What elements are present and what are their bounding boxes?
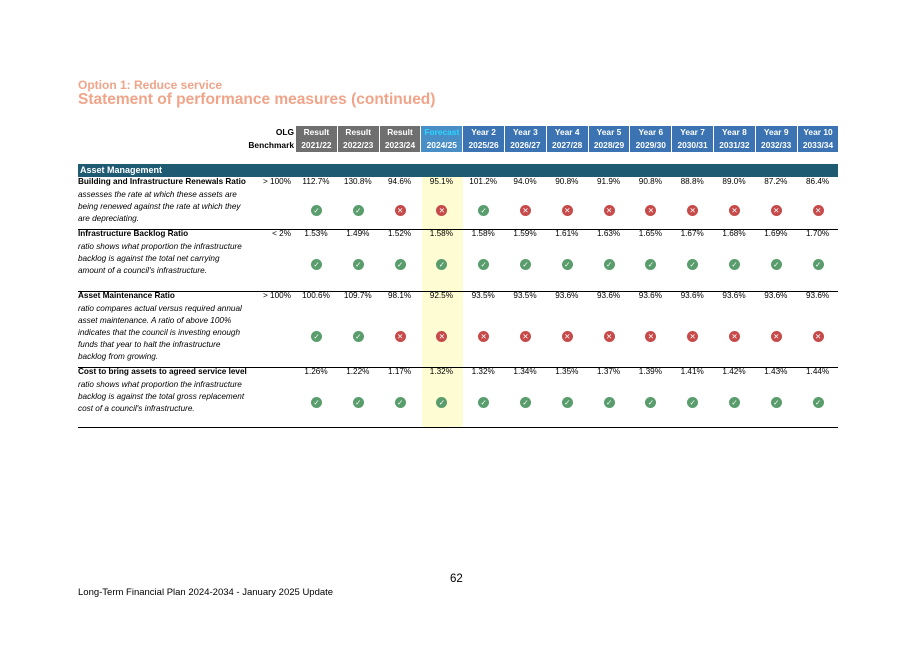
cross-circle-icon: ✕ [604, 331, 615, 342]
check-circle-icon: ✓ [395, 259, 406, 270]
cross-circle-icon: ✕ [395, 205, 406, 216]
measure-description: ratio shows what proportion the infrastructure backlog is against the total net carrying amount of a council's infrastructure. [78, 242, 242, 275]
cell-value: 90.8% [555, 177, 579, 186]
cross-circle-icon: ✕ [478, 331, 489, 342]
cell-value: 109.7% [343, 291, 372, 300]
column-header-7 [589, 126, 630, 152]
performance-table [78, 126, 838, 413]
column-header-top: Result [387, 127, 413, 137]
table-header [78, 126, 838, 152]
column-header-year: 2024/25 [426, 140, 457, 150]
check-circle-icon: ✓ [395, 397, 406, 408]
cell-value: 1.65% [638, 229, 662, 238]
olg-benchmark-header [238, 126, 294, 152]
check-circle-icon: ✓ [687, 397, 698, 408]
column-header-year: 2023/24 [384, 140, 416, 150]
check-circle-icon: ✓ [813, 397, 824, 408]
column-header-year: 2027/28 [552, 140, 583, 150]
cell-value: 1.70% [805, 229, 830, 238]
measure-description: ratio compares actual versus required annual asset maintenance. A ratio of above 100% indicates that the council is investing enough funds that year to halt the infrastructure backlog from growing. [78, 304, 242, 361]
cell-value: 93.5% [513, 291, 537, 300]
cross-circle-icon: ✕ [562, 331, 573, 342]
cell-value: 1.63% [596, 229, 621, 238]
column-header-top: Result [303, 127, 330, 137]
column-header-top: Year 9 [763, 127, 789, 137]
cell-value: 88.8% [680, 177, 704, 186]
check-circle-icon: ✓ [520, 397, 531, 408]
benchmark-value: < 2% [272, 229, 291, 238]
cross-circle-icon: ✕ [813, 205, 824, 216]
check-circle-icon: ✓ [771, 259, 782, 270]
column-header-9 [672, 126, 713, 152]
cell-value: 1.32% [429, 367, 453, 376]
cell-value: 93.6% [680, 291, 704, 300]
benchmark-value: > 100% [263, 291, 291, 300]
cell-value: 1.58% [471, 229, 495, 238]
olg-label: OLG [275, 127, 294, 137]
column-header-5 [505, 126, 546, 152]
check-circle-icon: ✓ [311, 331, 322, 342]
column-header-year: 2032/33 [761, 140, 792, 150]
cross-circle-icon: ✕ [771, 331, 782, 342]
cell-value: 91.9% [596, 177, 621, 186]
cell-value: 93.6% [764, 291, 788, 300]
measure-name: Asset Maintenance Ratio [78, 291, 175, 300]
check-circle-icon: ✓ [353, 397, 364, 408]
cell-value: 1.69% [764, 229, 788, 238]
cross-circle-icon: ✕ [687, 205, 698, 216]
check-circle-icon: ✓ [478, 259, 489, 270]
check-circle-icon: ✓ [604, 259, 615, 270]
cross-circle-icon: ✕ [771, 205, 782, 216]
section-asset-management: Asset Management [78, 164, 838, 177]
cell-value: 87.2% [764, 177, 788, 186]
column-header-3 [421, 126, 462, 152]
check-circle-icon: ✓ [478, 205, 489, 216]
column-header-6 [547, 126, 588, 152]
column-header-top: Year 10 [803, 127, 833, 137]
check-circle-icon: ✓ [520, 259, 531, 270]
cell-value: 130.8% [343, 177, 372, 186]
column-header-year: 2028/29 [593, 140, 625, 150]
cell-value: 1.44% [805, 367, 830, 376]
table-row [78, 291, 838, 368]
check-circle-icon: ✓ [436, 397, 447, 408]
cell-value: 93.5% [471, 291, 495, 300]
column-header-year: 2029/30 [635, 140, 666, 150]
cell-value: 92.5% [429, 291, 453, 300]
measure-name: Infrastructure Backlog Ratio [78, 229, 189, 238]
column-header-12 [798, 126, 839, 152]
cell-value: 1.22% [346, 367, 370, 376]
cross-circle-icon: ✕ [729, 331, 740, 342]
column-header-year: 2021/22 [301, 140, 332, 150]
column-header-top: Year 5 [596, 127, 622, 137]
check-circle-icon: ✓ [729, 397, 740, 408]
check-circle-icon: ✓ [311, 259, 322, 270]
cell-value: 1.42% [722, 367, 746, 376]
cross-circle-icon: ✕ [813, 331, 824, 342]
column-header-year: 2031/32 [719, 140, 750, 150]
cell-value: 1.52% [387, 229, 412, 238]
check-circle-icon: ✓ [436, 259, 447, 270]
cell-value: 1.67% [680, 229, 704, 238]
check-circle-icon: ✓ [645, 397, 656, 408]
cell-value: 93.6% [722, 291, 746, 300]
cell-value: 1.61% [555, 229, 579, 238]
check-circle-icon: ✓ [311, 397, 322, 408]
cell-value: 1.49% [346, 229, 370, 238]
check-circle-icon: ✓ [604, 397, 615, 408]
cell-value: 1.43% [764, 367, 788, 376]
table-row [78, 367, 838, 428]
option-subtitle: Option 1: Reduce service [78, 78, 223, 92]
column-header-year: 2022/23 [343, 140, 374, 150]
cell-value: 1.34% [513, 367, 537, 376]
column-header-8 [630, 126, 671, 152]
column-header-top: Year 4 [554, 127, 580, 137]
cell-value: 100.6% [302, 291, 330, 300]
column-header-4 [463, 126, 504, 152]
cross-circle-icon: ✕ [729, 205, 740, 216]
column-header-year: 2025/26 [468, 140, 499, 150]
check-circle-icon: ✓ [353, 259, 364, 270]
cell-value: 93.6% [805, 291, 830, 300]
cell-value: 1.41% [680, 367, 704, 376]
column-header-0 [296, 126, 337, 152]
measure-description: assesses the rate at which these assets are being renewed against the rate at which they are depreciating. [78, 190, 241, 223]
column-header-top: Year 8 [722, 127, 747, 137]
column-header-top: Year 6 [638, 127, 664, 137]
cell-value: 1.39% [638, 367, 662, 376]
table-row [78, 177, 838, 230]
check-circle-icon: ✓ [478, 397, 489, 408]
cell-value: 1.17% [387, 367, 412, 376]
check-circle-icon: ✓ [353, 205, 364, 216]
cross-circle-icon: ✕ [604, 205, 615, 216]
measure-description: ratio shows what proportion the infrastructure backlog is against the total gross replacement cost of a council's infrastructure. [78, 380, 245, 413]
column-header-10 [714, 126, 755, 152]
check-circle-icon: ✓ [562, 397, 573, 408]
table-row [78, 229, 838, 292]
column-header-year: 2026/27 [510, 140, 541, 150]
cell-value: 98.1% [387, 291, 412, 300]
column-header-11 [756, 126, 797, 152]
cell-value: 90.8% [638, 177, 662, 186]
check-circle-icon: ✓ [771, 397, 782, 408]
cell-value: 101.2% [469, 177, 498, 186]
check-circle-icon: ✓ [687, 259, 698, 270]
check-circle-icon: ✓ [813, 259, 824, 270]
cell-value: 94.0% [513, 177, 537, 186]
check-circle-icon: ✓ [353, 331, 364, 342]
cell-value: 93.6% [596, 291, 621, 300]
cell-value: 1.37% [596, 367, 621, 376]
cell-value: 1.26% [304, 367, 328, 376]
cell-value: 86.4% [805, 177, 830, 186]
cell-value: 112.7% [302, 177, 330, 186]
column-header-year: 2033/34 [802, 140, 834, 150]
cross-circle-icon: ✕ [645, 331, 656, 342]
column-header-top: Year 3 [513, 127, 538, 137]
column-header-1 [338, 126, 379, 152]
cell-value: 93.6% [638, 291, 662, 300]
column-header-top: Result [345, 127, 371, 137]
cell-value: 89.0% [722, 177, 746, 186]
page-number: 62 [450, 573, 463, 585]
measure-name: Cost to bring assets to agreed service level [78, 367, 247, 376]
cross-circle-icon: ✕ [562, 205, 573, 216]
cell-value: 1.58% [429, 229, 453, 238]
cross-circle-icon: ✕ [436, 205, 447, 216]
cross-circle-icon: ✕ [395, 331, 406, 342]
cell-value: 1.35% [555, 367, 579, 376]
column-header-year: 2030/31 [677, 140, 708, 150]
cell-value: 94.6% [387, 177, 412, 186]
cell-value: 1.59% [513, 229, 537, 238]
cell-value: 93.6% [555, 291, 579, 300]
cross-circle-icon: ✕ [645, 205, 656, 216]
cell-value: 1.68% [722, 229, 746, 238]
cross-circle-icon: ✕ [687, 331, 698, 342]
cell-value: 1.53% [304, 229, 328, 238]
page-title: Statement of performance measures (continued) [78, 91, 436, 108]
cross-circle-icon: ✕ [520, 331, 531, 342]
cell-value: 95.1% [429, 177, 453, 186]
measure-name: Building and Infrastructure Renewals Ratio [78, 177, 246, 186]
benchmark-value: > 100% [263, 177, 291, 186]
check-circle-icon: ✓ [645, 259, 656, 270]
check-circle-icon: ✓ [562, 259, 573, 270]
column-header-top: Forecast [424, 127, 460, 137]
column-header-top: Year 7 [680, 127, 705, 137]
cross-circle-icon: ✕ [436, 331, 447, 342]
footer-text: Long-Term Financial Plan 2024-2034 - January 2025 Update [78, 587, 334, 598]
cell-value: 1.32% [471, 367, 495, 376]
check-circle-icon: ✓ [311, 205, 322, 216]
cross-circle-icon: ✕ [520, 205, 531, 216]
benchmark-label: Benchmark [248, 140, 294, 150]
column-header-2 [380, 126, 421, 152]
check-circle-icon: ✓ [729, 259, 740, 270]
column-header-top: Year 2 [471, 127, 496, 137]
